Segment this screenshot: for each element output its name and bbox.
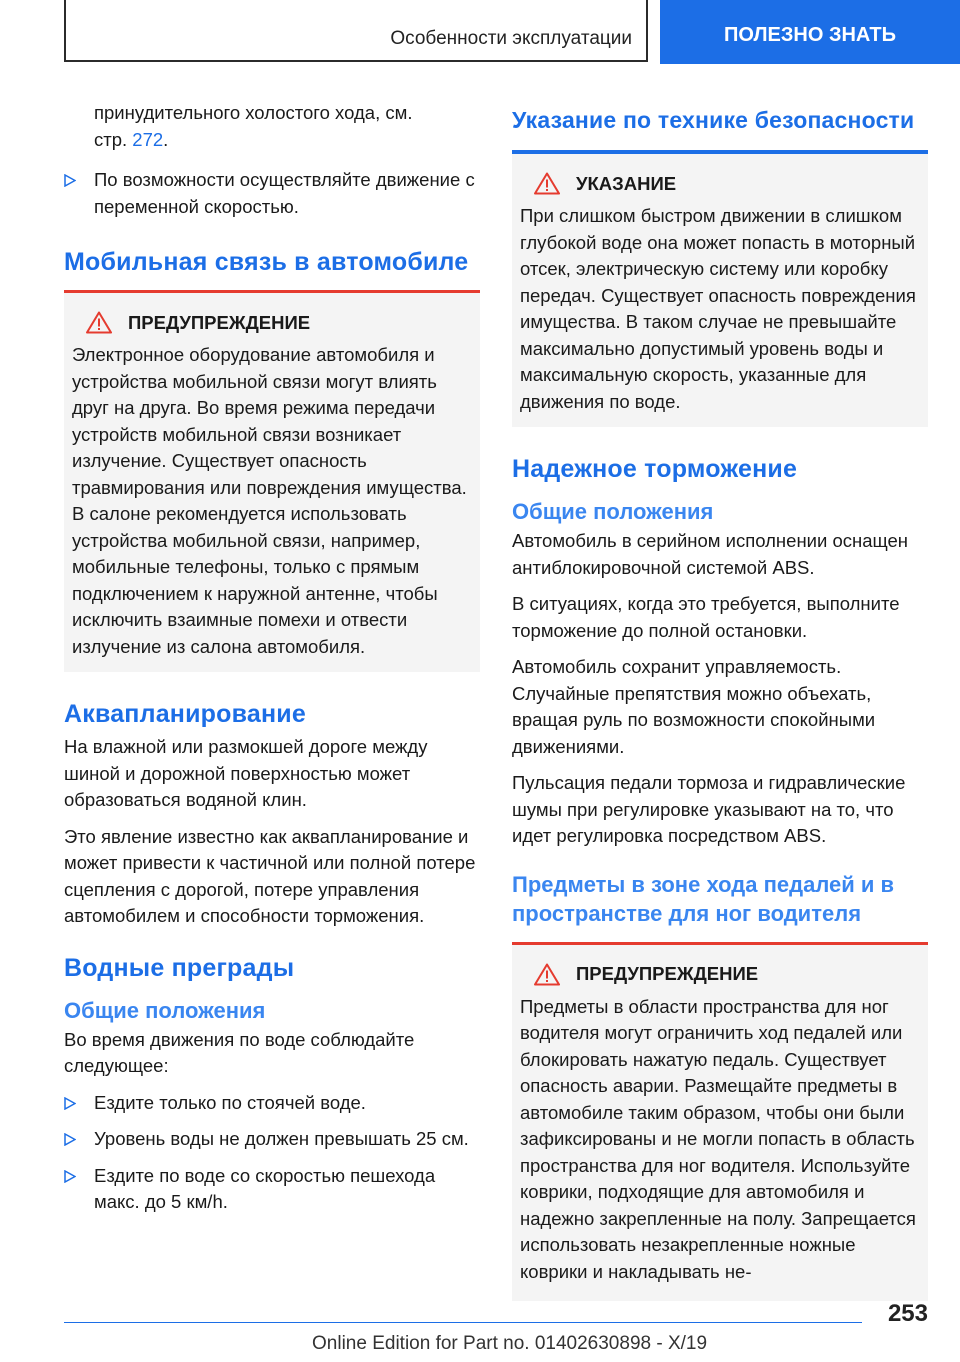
warning-title: ПРЕДУПРЕЖДЕНИЕ: [576, 963, 759, 984]
edition-footer: Online Edition for Part no. 01402630898 - X/19: [312, 1333, 708, 1354]
paragraph: Автомобиль сохранит управляемость. Случайные препятствия можно объехать, вращая руль по возможности спокойными движениями.: [512, 656, 876, 757]
note-header: [520, 172, 920, 195]
bullet-triangle-icon: [64, 1163, 94, 1216]
warning-triangle-icon: [534, 172, 560, 195]
paragraph: Во время движения по воде соблюдайте следующее:: [64, 1028, 415, 1076]
bullet-triangle-icon: [64, 1090, 94, 1117]
continued-text: принудительного холостого хода, см.: [94, 102, 413, 123]
left-column: [64, 100, 480, 1226]
warning-text: Электронное оборудование автомобиля и устройства мобильной связи могут влиять друг на друга. Во время режима передачи устройств мобильной связи возникает излучение. Существует опасность травмирования или повреждения имущества. В салоне рекомендуется использовать устройства мобильной связи, например, мобильные телефоны, только с прямым подключением к наружной антенне, чтобы исключить взаимные помехи и отвести излучение из салона автомобиля.: [72, 344, 467, 657]
warning-box: [64, 293, 480, 672]
section-tab: [64, 0, 648, 62]
heading-safety: Указание по технике безопасности: [512, 107, 915, 133]
section-title: Особенности эксплуатации: [390, 28, 632, 49]
subheading-general: Общие положения: [64, 997, 266, 1023]
list-item: [64, 167, 480, 220]
page-ref-suffix: .: [163, 128, 169, 150]
bullet-triangle-icon: [64, 1126, 94, 1153]
page-number: 253: [887, 1300, 928, 1327]
footer-divider: [64, 1322, 862, 1323]
list-item: [64, 1090, 480, 1117]
heading-water: Водные преграды: [64, 953, 295, 982]
note-title: УКАЗАНИЕ: [576, 172, 677, 194]
warning-triangle-icon: [534, 963, 560, 986]
page-header: [0, 0, 960, 66]
list-item-text: Ездите только по стоячей воде.: [94, 1091, 366, 1113]
note-text: При слишком быстром движении в слишком глубокой воде она может попасть в моторный отсек, электрическую систему или коробку передач. Существует опасность повреждения имущества. В таком случае не превышайте максимально допустимый уровень воды и максимальную скорость, указанные для движения по воде.: [520, 205, 916, 412]
paragraph: Это явление известно как аквапланирование и может привести к частичной или полной потере сцепления с дорогой, потере управления автомобилем и способности торможения.: [64, 825, 476, 926]
list-item-text: Уровень воды не должен превышать 25 см.: [94, 1128, 469, 1149]
warning-triangle-icon: [86, 311, 112, 334]
heading-mobile: Мобильная связь в автомобиле: [64, 248, 469, 276]
heading-braking: Надежное торможение: [512, 455, 798, 483]
list-item: [64, 1126, 480, 1153]
chapter-tab: ПОЛЕЗНО ЗНАТЬ: [660, 0, 960, 64]
page-ref-prefix: стр.: [94, 128, 133, 150]
list-item: [64, 1163, 480, 1216]
warning-header: [72, 311, 472, 334]
page-link[interactable]: 272: [132, 128, 164, 150]
warning-text: Предметы в области пространства для ног водителя могут ограничить ход педалей или блокировать нажатую педаль. Существует опасность аварии. Размещайте предметы в автомобиле таким образом, чтобы они были зафиксированы и не могли попасть в область пространства для ног водителя. Используйте коврики, подходящие для автомобиля и надежно закрепленные на полу. Запрещается использовать незакрепленные ножные коврики и накладывать не-: [520, 995, 916, 1282]
note-box: [512, 154, 928, 427]
heading-pedals: Предметы в зоне хода педалей и в пространстве для ног водителя: [512, 871, 895, 926]
paragraph: На влажной или размокшей дороге между шиной и дорожной поверхностью может образоваться водяной клин.: [64, 736, 428, 810]
paragraph: Пульсация педали тормоза и гидравлические шумы при регулировке указывают на то, что идет регулировка посредством ABS.: [512, 772, 906, 846]
continued-paragraph: [64, 100, 480, 153]
list-item-text: Ездите по воде со скоростью пешехода макс. до 5 км/h.: [94, 1164, 436, 1212]
bullet-triangle-icon: [64, 167, 94, 220]
list-item-text: По возможности осуществляйте движение с переменной скоростью.: [94, 169, 475, 217]
warning-title: ПРЕДУПРЕЖДЕНИЕ: [128, 311, 311, 333]
right-column: [512, 100, 928, 1301]
subheading-general: Общие положения: [512, 499, 714, 524]
heading-aquaplaning: Аквапланирование: [64, 700, 306, 728]
paragraph: Автомобиль в серийном исполнении оснащен антиблокировочной системой ABS.: [512, 530, 909, 578]
warning-box: [512, 945, 928, 1301]
warning-header: [520, 963, 920, 986]
paragraph: В ситуациях, когда это требуется, выполните торможение до полной остановки.: [512, 593, 900, 641]
